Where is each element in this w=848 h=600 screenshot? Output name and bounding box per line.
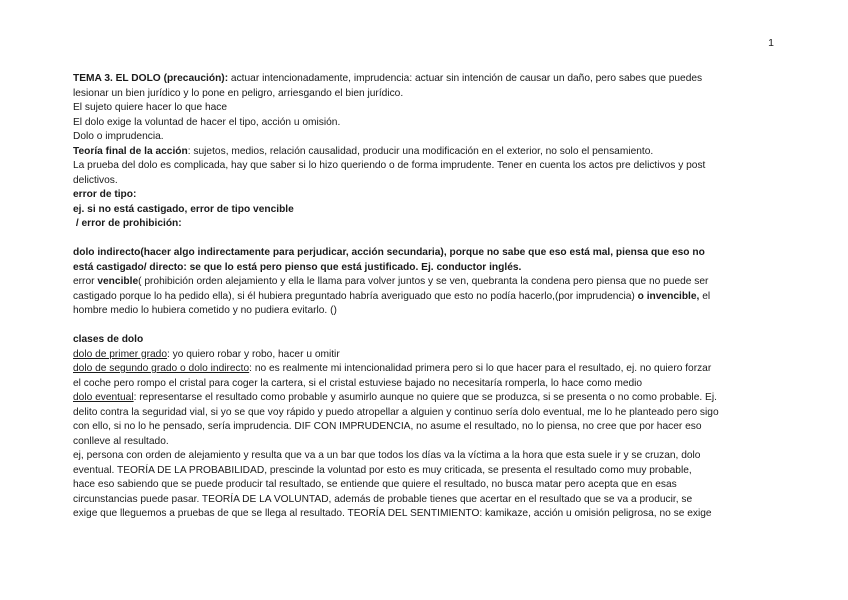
- paragraph-line: con ello, si no lo he pensado, sería imprudencia. DIF CON IMPRUDENCIA, no asume el resultado, no lo piensa, no cree que por hacer eso: [73, 421, 702, 432]
- text-span: actuar intencionadamente, imprudencia: actuar sin intención de causar un daño, pero sabes que puedes: [228, 73, 703, 84]
- bold-line: error de tipo:: [73, 189, 137, 200]
- bold-term: o invencible,: [637, 290, 700, 302]
- paragraph-line: eventual. TEORÍA DE LA PROBABILIDAD, prescinde la voluntad por esto es muy criticada, se presenta el resultado como muy probable,: [73, 464, 692, 476]
- bold-line: / error de prohibición:: [73, 218, 182, 229]
- paragraph-line: [73, 391, 785, 406]
- paragraph-line: [73, 246, 785, 261]
- text-span: ( prohibición orden alejamiento y ella le llama para volver juntos y se ven, quebranta la condena pero piensa que no puede ser: [138, 276, 709, 287]
- paragraph-line: [73, 188, 785, 203]
- text-span: : sujetos, medios, relación causalidad, producir una modificación en el exterior, no solo el pensamiento.: [187, 145, 654, 157]
- paragraph-line: [73, 72, 785, 87]
- bold-term: vencible: [97, 276, 139, 287]
- text-span: el: [699, 290, 711, 302]
- paragraph-line: [73, 348, 785, 363]
- paragraph-line: [73, 275, 785, 290]
- paragraph-line: [73, 362, 785, 377]
- paragraph-line: lesionar un bien jurídico y lo pone en peligro, arriesgando el bien jurídico.: [73, 87, 404, 99]
- paragraph-line: El dolo exige la voluntad de hacer el tipo, acción u omisión.: [73, 116, 341, 128]
- paragraph-line: delictivos.: [73, 174, 118, 186]
- paragraph-line: exige que lleguemos a pruebas de que se llega al resultado. TEORÍA DEL SENTIMIENTO: kamikaze, acción u omisión peligrosa, no se exige: [73, 508, 712, 519]
- paragraph-line: La prueba del dolo es complicada, hay que saber si lo hizo queriendo o de forma imprudente. Tener en cuenta los actos pre delictivos y post: [73, 160, 706, 171]
- paragraph-line: [73, 261, 785, 276]
- paragraph-line: [73, 290, 785, 305]
- bold-line: ej. si no está castigado, error de tipo vencible: [73, 203, 294, 215]
- section-heading: clases de dolo: [73, 334, 144, 345]
- paragraph-line: circunstancias puede pasar. TEORÍA DE LA VOLUNTAD, además de probable tienes que acertar en el resultado que se va a producir, se: [73, 493, 693, 505]
- paragraph-line: delito contra la seguridad vial, si yo se que voy rápido y puedo atropellar a alguien y continuo sería dolo eventual, me lo he planteado pero sigo: [73, 406, 719, 418]
- text-span: : representarse el resultado como probable y asumirlo aunque no quiere que se produzca, si se presenta o no como probable. Ej.: [133, 392, 717, 403]
- page-number: 1: [768, 37, 774, 49]
- paragraph-line: [73, 203, 785, 218]
- paragraph-line: Dolo o imprudencia.: [73, 131, 164, 142]
- text-span: castigado porque lo ha pedido ella), si él hubiera preguntado habría averiguado que esto no podía hacerlo,(por imprudencia): [73, 290, 638, 302]
- text-span: error: [73, 276, 98, 287]
- blank-line: [73, 319, 785, 334]
- paragraph-line: El sujeto quiere hacer lo que hace: [73, 102, 228, 113]
- document-body: [73, 72, 785, 522]
- paragraph-line: ej, persona con orden de alejamiento y resulta que va a un bar que todos los días va la víctima a la hora que esta suele ir y se cruzan, dolo: [73, 450, 701, 461]
- paragraph-line: conlleve al resultado.: [73, 435, 169, 447]
- bold-line: está castigado/ directo: se que lo está pero pienso que está justificado. Ej. conductor inglés.: [73, 261, 522, 273]
- underlined-term: dolo de primer grado: [73, 348, 168, 360]
- bold-line: dolo indirecto(hacer algo indirectamente para perjudicar, acción secundaria), porque no sabe que eso está mal, piensa que eso no: [73, 247, 705, 258]
- underlined-term: dolo de segundo grado o dolo indirecto: [73, 363, 250, 374]
- heading-text: TEMA 3. EL DOLO (precaución):: [73, 73, 229, 84]
- paragraph-line: [73, 145, 785, 160]
- paragraph-line: [73, 217, 785, 232]
- paragraph-line: hace eso sabiendo que se puede producir tal resultado, se entiende que quiere el resultado, no busca matar pero acepta que en esas: [73, 479, 677, 490]
- underlined-term: dolo eventual: [73, 392, 134, 403]
- bold-term: Teoría final de la acción: [73, 145, 188, 157]
- text-span: : no es realmente mi intencionalidad primera pero si lo que hacer para el resultado, ej. no quiero forzar: [249, 363, 712, 374]
- paragraph-line: hombre medio lo hubiera cometido y no pudiera evitarlo. (): [73, 305, 337, 316]
- text-span: : yo quiero robar y robo, hacer u omitir: [167, 348, 340, 360]
- paragraph-line: [73, 333, 785, 348]
- blank-line: [73, 232, 785, 247]
- paragraph-line: el coche pero rompo el cristal para coger la cartera, si el cristal estuviese bajado no necesitaría romperla, lo hace como medio: [73, 377, 643, 389]
